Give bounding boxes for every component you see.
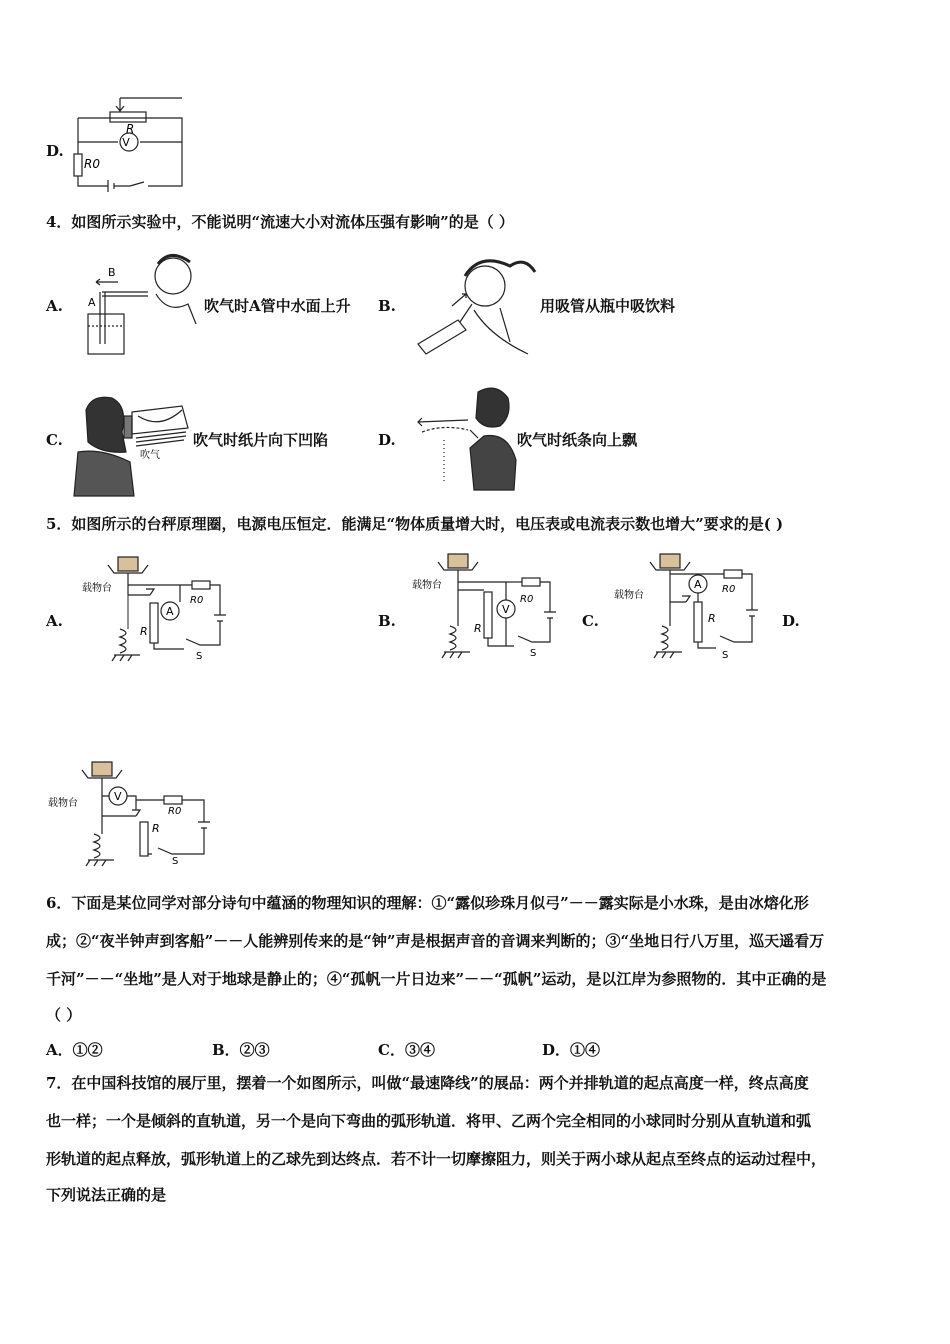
q3-r-label: R bbox=[126, 122, 135, 136]
q4-option-d-text: 吹气时纸条向上飘 bbox=[517, 431, 638, 449]
q4-figure-d bbox=[408, 380, 520, 492]
q4-figure-c bbox=[72, 392, 194, 496]
q7-line-3: 形轨道的起点释放，弧形轨道上的乙球先到达终点．若不计一切摩擦阻力，则关于两小球从起点至终点的运动过程中， bbox=[46, 1150, 827, 1168]
q5-a-s: S bbox=[196, 651, 203, 662]
q5-option-d-label: D. bbox=[782, 612, 800, 630]
q3-circuit-figure bbox=[70, 96, 190, 191]
q5-d-r: R bbox=[152, 822, 160, 835]
q4-stem: 4．如图所示实验中，不能说明“流速大小对流体压强有影响”的是（ ） bbox=[46, 213, 514, 231]
q4-blow-label-c: 吹气 bbox=[140, 450, 160, 461]
q6-option-b: B．②③ bbox=[212, 1041, 270, 1059]
q4-figure-b bbox=[410, 246, 540, 358]
q5-d-voltmeter: V bbox=[114, 790, 122, 803]
q5-a-r: R bbox=[140, 625, 148, 638]
q4-option-d-label: D. bbox=[378, 431, 396, 449]
q5-a-r0: R0 bbox=[190, 595, 204, 606]
q5-option-c-label: C. bbox=[582, 612, 599, 630]
q5-figure-a bbox=[80, 555, 240, 665]
q5-b-s: S bbox=[530, 648, 537, 659]
q3-option-d-label: D. bbox=[46, 142, 64, 160]
q6-line-2: 成；②“夜半钟声到客船”－－人能辨别传来的是“钟”声是根据声音的音调来判断的；③“坐地日行八万里，巡天遥看万 bbox=[46, 932, 825, 950]
q4-tube-b-label: B bbox=[108, 266, 116, 279]
q4-figure-a bbox=[78, 244, 203, 359]
q5-figure-c bbox=[612, 552, 772, 662]
q3-voltmeter-symbol: V bbox=[122, 136, 130, 149]
q5-option-a-label: A. bbox=[46, 612, 63, 630]
q6-line-3: 千河”－－“坐地”是人对于地球是静止的；④“孤帆一片日边来”－－“孤帆”运动，是以江岸为参照物的．其中正确的是 bbox=[46, 970, 827, 988]
q5-option-b-label: B. bbox=[378, 612, 396, 630]
q4-option-a-text: 吹气时A管中水面上升 bbox=[204, 297, 351, 315]
q5-figure-b bbox=[410, 552, 570, 662]
q5-b-voltmeter: V bbox=[502, 603, 510, 616]
q4-option-b-label: B. bbox=[378, 297, 396, 315]
q5-b-r: R bbox=[474, 622, 482, 635]
q5-c-r: R bbox=[708, 612, 716, 625]
q5-c-ammeter: A bbox=[694, 578, 702, 591]
q5-c-platform: 载物台 bbox=[614, 590, 644, 601]
q5-d-r0: R0 bbox=[168, 806, 182, 817]
q4-option-a-label: A. bbox=[46, 297, 63, 315]
q5-figure-d bbox=[48, 760, 218, 868]
q3-r0-label: R0 bbox=[84, 157, 100, 171]
q5-stem: 5．如图所示的台秤原理圈，电源电压恒定．能满足“物体质量增大时，电压表或电流表示数也增大”要求的是( ) bbox=[46, 515, 784, 533]
q7-line-4: 下列说法正确的是 bbox=[46, 1186, 167, 1204]
q5-a-platform: 载物台 bbox=[82, 583, 112, 594]
q5-b-platform: 载物台 bbox=[412, 580, 442, 591]
q5-c-r0: R0 bbox=[722, 584, 736, 595]
q4-option-c-text: 吹气时纸片向下凹陷 bbox=[193, 431, 329, 449]
q6-option-c: C．③④ bbox=[378, 1041, 435, 1059]
q6-line-4: （ ） bbox=[46, 1006, 82, 1024]
q5-b-r0: R0 bbox=[520, 594, 534, 605]
q4-option-c-label: C. bbox=[46, 431, 63, 449]
q4-option-b-text: 用吸管从瓶中吸饮料 bbox=[540, 297, 676, 315]
q6-option-d: D．①④ bbox=[542, 1041, 601, 1059]
q4-tube-a-label: A bbox=[88, 296, 96, 309]
q5-c-s: S bbox=[722, 650, 729, 661]
q5-d-s: S bbox=[172, 856, 179, 867]
q5-a-ammeter: A bbox=[166, 605, 174, 618]
q7-line-2: 也一样；一个是倾斜的直轨道，另一个是向下弯曲的弧形轨道．将甲、乙两个完全相同的小球同时分别从直轨道和弧 bbox=[46, 1112, 812, 1130]
q5-d-platform: 载物台 bbox=[48, 798, 78, 809]
q7-line-1: 7．在中国科技馆的展厅里，摆着一个如图所示，叫做“最速降线”的展品：两个并排轨道的起点高度一样，终点高度 bbox=[46, 1074, 809, 1092]
q6-option-a: A．①② bbox=[46, 1041, 103, 1059]
q6-line-1: 6．下面是某位同学对部分诗句中蕴涵的物理知识的理解：①“露似珍珠月似弓”－－露实际是小水珠，是由冰熔化形 bbox=[46, 894, 809, 912]
